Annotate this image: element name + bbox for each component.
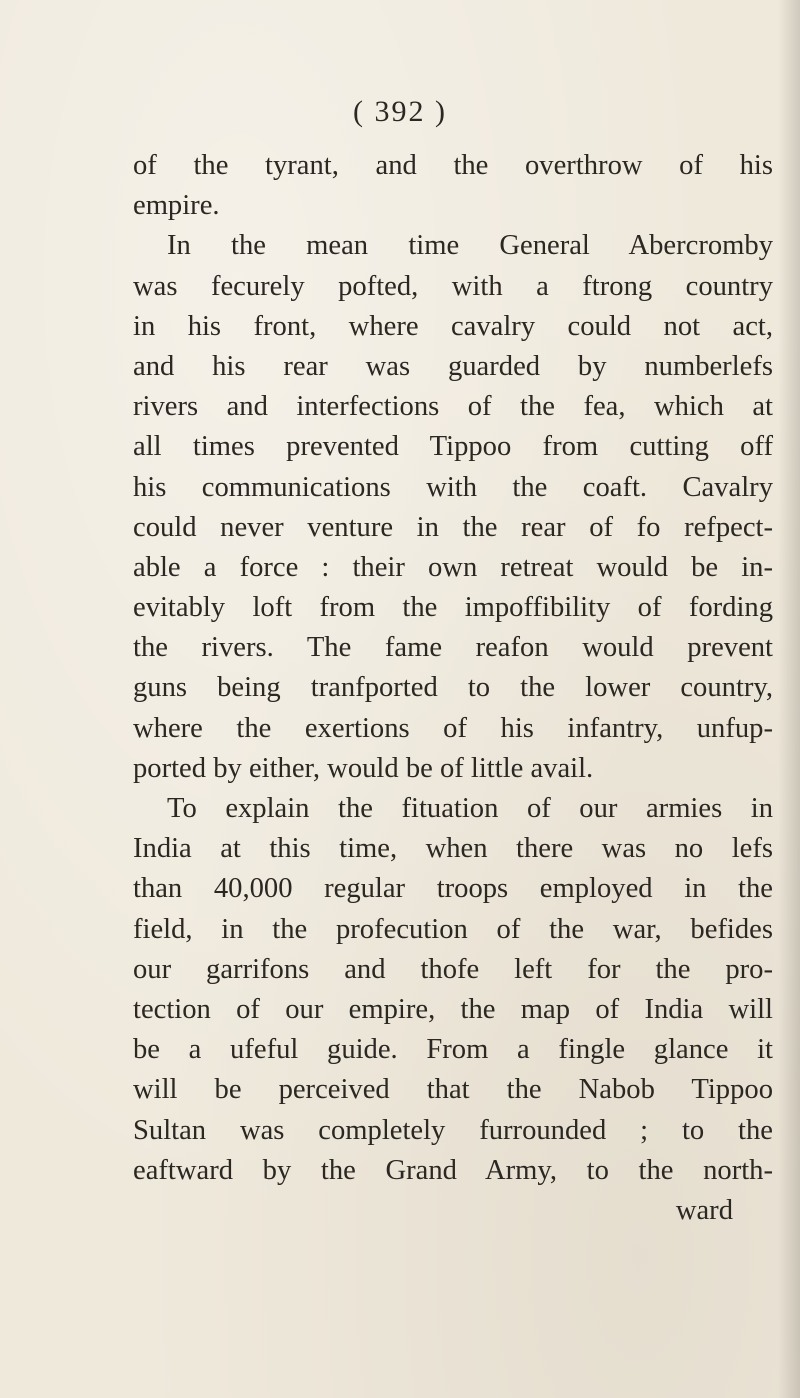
text-line: and his rear was guarded by numberlefs [133,350,773,382]
text-line: empire. [133,190,220,222]
text-line: India at this time, when there was no lefs [133,833,773,865]
text-line: will be perceived that the Nabob Tippoo [133,1074,773,1106]
text-line: guns being tranfported to the lower country, [133,672,773,704]
text-line: than 40,000 regular troops employed in the [133,873,773,905]
text-line: could never venture in the rear of fo refpect- [133,511,773,543]
body-text [133,146,773,1231]
text-line: rivers and interfections of the fea, which at [133,391,773,423]
text-line: the rivers. The fame reafon would prevent [133,632,773,664]
text-line: of the tyrant, and the overthrow of his [133,150,773,181]
text-line: his communications with the coaft. Cavalry [133,471,773,503]
text-line: was fecurely pofted, with a ftrong country [133,270,773,302]
text-line: in his front, where cavalry could not act, [133,310,773,342]
text-line: where the exertions of his infantry, unfup- [133,712,773,744]
text-line: our garrifons and thofe left for the pro- [133,953,773,985]
catchword: ward [675,1194,733,1226]
text-line: To explain the fituation of our armies in [167,793,773,824]
text-line: In the mean time General Abercromby [167,230,773,262]
text-line: tection of our empire, the map of India will [133,993,773,1025]
text-line: ported by either, would be of little avail. [133,752,594,784]
page-number: ( 392 ) [353,95,447,128]
text-line: eaftward by the Grand Army, to the north- [133,1154,773,1186]
text-line: evitably loft from the impoffibility of fording [133,592,773,624]
text-line: be a ufeful guide. From a fingle glance it [133,1034,773,1066]
page-edge-shadow [778,0,800,1398]
text-line: Sultan was completely furrounded ; to the [133,1114,773,1146]
text-line: able a force : their own retreat would be in- [133,551,773,583]
text-line: field, in the profecution of the war, befides [133,913,773,945]
text-line: all times prevented Tippoo from cutting off [133,431,773,463]
